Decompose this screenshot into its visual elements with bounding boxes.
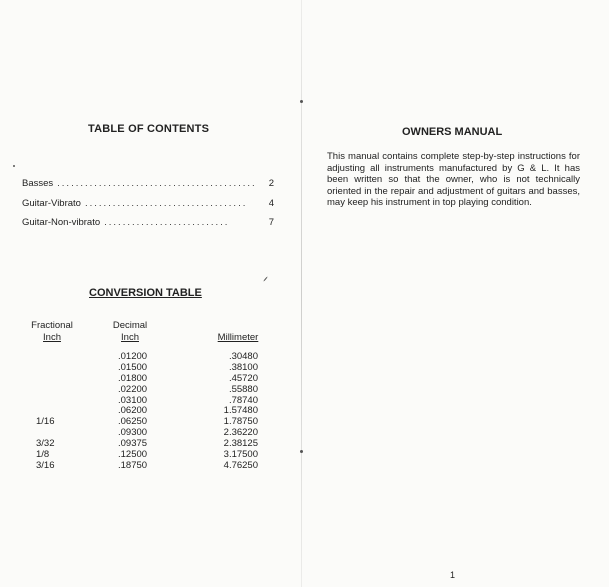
table-cell: .55880	[228, 383, 258, 395]
toc-entry-guitar-vibrato	[22, 198, 274, 209]
table-cell: .01200	[118, 351, 148, 362]
table-cell: .06250	[118, 416, 148, 428]
table-cell	[36, 396, 66, 407]
toc-entry-page: 7	[268, 217, 274, 228]
table-cell: 1.78750	[223, 416, 258, 428]
table-cell	[36, 352, 66, 363]
header-fractional-line1: Fractional	[31, 320, 73, 331]
table-cell: .09300	[118, 427, 148, 439]
table-cell: 4.76250	[223, 459, 258, 471]
table-cell: .01500	[118, 361, 148, 373]
table-cell: .45720	[228, 372, 258, 384]
page-fold	[301, 0, 302, 587]
header-millimeter-label: Millimeter	[217, 332, 259, 343]
table-cell: 3/32	[36, 438, 55, 450]
toc-entry-basses	[22, 178, 274, 189]
millimeter-column	[218, 352, 258, 472]
table-cell: .01800	[118, 372, 148, 384]
header-fractional-line2: Inch	[43, 332, 61, 343]
toc-entry-label: Basses	[22, 178, 54, 189]
toc-leader-dots: ...........................	[104, 217, 230, 228]
table-cell	[36, 374, 66, 385]
header-millimeter	[212, 332, 264, 344]
toc-title: TABLE OF CONTENTS	[88, 123, 210, 135]
header-decimal-line2: Inch	[121, 332, 139, 343]
toc-entry-page: 4	[268, 198, 274, 209]
table-cell	[36, 363, 66, 374]
fraction-column	[36, 352, 66, 472]
table-cell: .03100	[118, 394, 148, 406]
owners-manual-title: OWNERS MANUAL	[402, 126, 503, 138]
header-decimal-inch	[110, 320, 150, 344]
table-cell: 3/16	[36, 459, 55, 471]
table-cell: 1/16	[36, 416, 55, 428]
table-cell: .78740	[228, 394, 258, 406]
table-cell: .06200	[118, 405, 148, 417]
paper-speck	[13, 165, 15, 167]
header-fractional-inch	[28, 320, 76, 344]
table-cell: .18750	[118, 459, 148, 471]
table-cell: 1.57480	[223, 405, 258, 417]
table-cell: 3.17500	[223, 449, 258, 461]
toc-entry-label: Guitar-Non-vibrato	[22, 217, 101, 228]
page-number: 1	[450, 570, 456, 580]
table-cell: .38100	[228, 361, 258, 373]
table-cell: .12500	[118, 449, 148, 461]
conversion-table-title: CONVERSION TABLE	[89, 287, 202, 299]
table-cell: .02200	[118, 383, 148, 395]
table-cell: 2.36220	[223, 427, 258, 439]
decimal-column	[118, 352, 158, 472]
toc-leader-dots: ...................................	[84, 198, 248, 209]
owners-manual-paragraph: This manual contains complete step-by-step instructions for adjusting all instruments manufactured by G & L. It has been written so that the owner, who is not technically oriented in the repair and adjustment of guitars and basses, may keep his instrument in top playing condition.	[327, 151, 580, 208]
right-page	[303, 0, 609, 587]
table-cell	[36, 385, 66, 396]
header-decimal-line1: Decimal	[112, 320, 148, 331]
toc-leader-dots: ...........................................	[57, 178, 257, 189]
paper-speck	[263, 276, 268, 281]
table-cell: 1/8	[36, 449, 50, 461]
table-cell: 2.38125	[223, 438, 258, 450]
left-page	[0, 0, 302, 587]
table-cell: .30480	[228, 351, 258, 362]
toc-entry-page: 2	[268, 178, 274, 189]
table-cell: .09375	[118, 438, 148, 450]
toc-entry-guitar-non-vibrato	[22, 217, 274, 228]
toc-entry-label: Guitar-Vibrato	[22, 198, 81, 209]
